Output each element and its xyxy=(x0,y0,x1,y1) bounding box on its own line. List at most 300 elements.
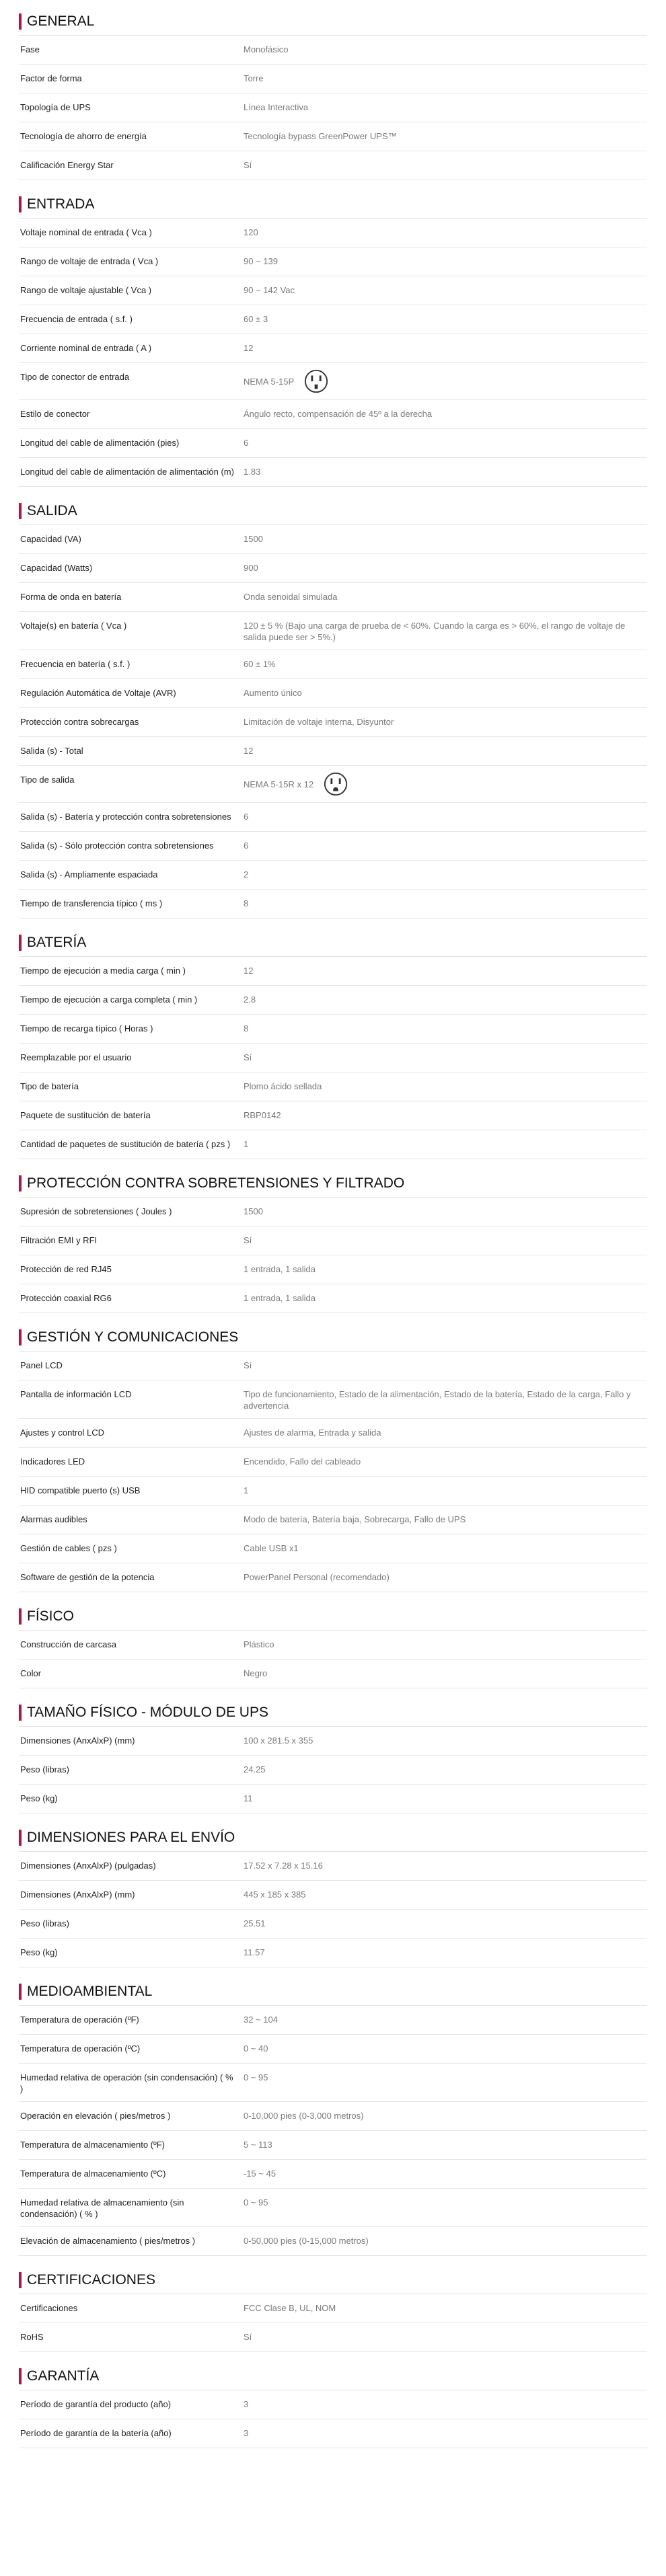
spec-value-cell xyxy=(244,1448,647,1476)
spec-value: Monofásico xyxy=(244,44,289,54)
spec-value: Plomo ácido sellada xyxy=(244,1081,322,1091)
spec-row xyxy=(19,766,647,803)
spec-value-cell xyxy=(244,2006,647,2034)
spec-label: Factor de forma xyxy=(20,73,82,83)
spec-value-cell xyxy=(244,1380,647,1418)
spec-value-cell xyxy=(244,276,647,305)
spec-label: Protección contra sobrecargas xyxy=(20,717,139,727)
spec-row xyxy=(19,2035,647,2064)
spec-value: 3 xyxy=(244,2428,249,2438)
spec-value-cell xyxy=(244,1881,647,1909)
spec-value-cell xyxy=(244,612,647,650)
spec-value-cell xyxy=(244,1101,647,1130)
spec-row xyxy=(19,957,647,986)
section-rows xyxy=(19,1198,647,1313)
spec-value-cell xyxy=(244,2227,647,2255)
spec-row xyxy=(19,832,647,861)
spec-value: 90 ~ 139 xyxy=(244,256,278,266)
spec-value-cell xyxy=(244,766,647,802)
section-rows xyxy=(19,2006,647,2256)
section-rows xyxy=(19,36,647,180)
spec-label: Voltaje nominal de entrada ( Vca ) xyxy=(20,227,152,237)
spec-label: RoHS xyxy=(20,2332,44,2342)
spec-value-cell xyxy=(244,957,647,985)
section-accent-bar xyxy=(19,1984,22,2000)
spec-section-1 xyxy=(19,9,647,180)
spec-value-cell xyxy=(244,650,647,678)
spec-value-cell xyxy=(244,1756,647,1784)
spec-value: Limitación de voltaje interna, Disyuntor xyxy=(244,717,394,727)
spec-row xyxy=(19,1563,647,1592)
section-rows xyxy=(19,525,647,919)
spec-label: Cantidad de paquetes de sustitución de batería ( pzs ) xyxy=(20,1139,231,1149)
spec-value: PowerPanel Personal (recomendado) xyxy=(244,1572,390,1582)
spec-label: Construcción de carcasa xyxy=(20,1639,117,1649)
spec-label: Capacidad (Watts) xyxy=(20,563,93,573)
spec-value-cell xyxy=(244,305,647,334)
spec-value: Tecnología bypass GreenPower UPS™ xyxy=(244,131,397,141)
spec-row xyxy=(19,1101,647,1130)
spec-row xyxy=(19,1506,647,1534)
spec-value: 0-10,000 pies (0-3,000 metros) xyxy=(244,2111,364,2121)
spec-label: Capacidad (VA) xyxy=(20,534,81,544)
spec-row xyxy=(19,1660,647,1688)
spec-section-11 xyxy=(19,2268,647,2352)
spec-value: 11 xyxy=(244,1793,253,1803)
section-heading xyxy=(19,931,647,957)
spec-value: 11.57 xyxy=(244,1947,265,1957)
spec-section-7 xyxy=(19,1604,647,1688)
spec-value-cell xyxy=(244,1534,647,1563)
spec-label: Gestión de cables ( pzs ) xyxy=(20,1543,117,1553)
spec-row xyxy=(19,36,647,65)
spec-value: Plástico xyxy=(244,1639,274,1649)
spec-value: 445 x 185 x 385 xyxy=(244,1889,306,1900)
spec-value: 1 entrada, 1 salida xyxy=(244,1264,316,1274)
spec-value: 120 ± 5 % (Bajo una carga de prueba de < 60%. Cuando la carga es > 60%, el rango de voltaje de salida puede ser > 5%.) xyxy=(244,621,626,642)
spec-row xyxy=(19,1939,647,1967)
spec-row xyxy=(19,458,647,487)
section-accent-bar xyxy=(19,1329,22,1345)
section-rows xyxy=(19,1727,647,1813)
spec-label: Frecuencia en batería ( s.f. ) xyxy=(20,659,131,669)
spec-label: Estilo de conector xyxy=(20,409,90,419)
spec-row xyxy=(19,2131,647,2160)
spec-value-cell xyxy=(244,890,647,918)
spec-row xyxy=(19,1255,647,1284)
spec-row xyxy=(19,708,647,737)
spec-value-cell xyxy=(244,1939,647,1967)
spec-label: Fase xyxy=(20,44,40,54)
spec-value: 12 xyxy=(244,746,254,756)
spec-value: Ángulo recto, compensación de 45º a la derecha xyxy=(244,409,433,419)
spec-value: RBP0142 xyxy=(244,1110,281,1120)
spec-label: Tiempo de ejecución a carga completa ( min ) xyxy=(20,994,198,1005)
spec-row xyxy=(19,986,647,1015)
spec-value: 0 ~ 95 xyxy=(244,2072,268,2082)
spec-value-cell xyxy=(244,1419,647,1447)
spec-label: Tecnología de ahorro de energía xyxy=(20,131,147,141)
section-title: GENERAL xyxy=(27,13,95,29)
spec-row xyxy=(19,2006,647,2035)
spec-label: Temperatura de almacenamiento (ºF) xyxy=(20,2140,165,2150)
spec-section-12 xyxy=(19,2364,647,2448)
spec-label: Certificaciones xyxy=(20,2303,78,2313)
spec-label: Dimensiones (AnxAlxP) (pulgadas) xyxy=(20,1861,156,1871)
spec-row xyxy=(19,2323,647,2352)
spec-label: Operación en elevación ( pies/metros ) xyxy=(20,2111,171,2121)
spec-row xyxy=(19,93,647,122)
spec-value: 17.52 x 7.28 x 15.16 xyxy=(244,1861,323,1871)
spec-value: NEMA 5-15P xyxy=(244,376,295,387)
spec-row xyxy=(19,2064,647,2102)
spec-row xyxy=(19,219,647,247)
spec-row xyxy=(19,400,647,429)
spec-value-cell xyxy=(244,986,647,1014)
section-heading xyxy=(19,1980,647,2006)
spec-row xyxy=(19,525,647,554)
spec-value-cell xyxy=(244,122,647,151)
section-title: FÍSICO xyxy=(27,1608,75,1624)
spec-value: Ajustes de alarma, Entrada y salida xyxy=(244,1428,381,1438)
spec-value: 3 xyxy=(244,2399,249,2409)
spec-row xyxy=(19,554,647,583)
section-accent-bar xyxy=(19,1830,22,1846)
spec-label: Filtración EMI y RFI xyxy=(20,1235,98,1245)
spec-value: Sí xyxy=(244,1360,252,1370)
spec-value: 900 xyxy=(244,563,258,573)
spec-row xyxy=(19,1881,647,1910)
section-accent-bar xyxy=(19,1608,22,1625)
spec-value: Aumento único xyxy=(244,688,302,698)
spec-value: Onda senoidal simulada xyxy=(244,592,338,602)
spec-label: Supresión de sobretensiones ( Joules ) xyxy=(20,1206,172,1216)
spec-row xyxy=(19,737,647,766)
spec-value-cell xyxy=(244,219,647,247)
spec-label: Peso (kg) xyxy=(20,1793,58,1803)
spec-value-cell xyxy=(244,1044,647,1072)
section-title: SALIDA xyxy=(27,503,77,518)
section-rows xyxy=(19,1631,647,1688)
spec-label: Rango de voltaje ajustable ( Vca ) xyxy=(20,285,152,295)
spec-value: 2.8 xyxy=(244,994,256,1005)
spec-value: 6 xyxy=(244,438,249,448)
spec-value: Sí xyxy=(244,2332,252,2342)
spec-value: 90 ~ 142 Vac xyxy=(244,285,295,295)
spec-row xyxy=(19,1448,647,1477)
spec-label: Protección de red RJ45 xyxy=(20,1264,112,1274)
spec-row xyxy=(19,1226,647,1255)
spec-label: Rango de voltaje de entrada ( Vca ) xyxy=(20,256,159,266)
spec-value-cell xyxy=(244,1130,647,1159)
spec-value-cell xyxy=(244,400,647,428)
section-rows xyxy=(19,1852,647,1967)
spec-label: Voltaje(s) en batería ( Vca ) xyxy=(20,621,127,631)
spec-value: 8 xyxy=(244,898,249,908)
spec-value: -15 ~ 45 xyxy=(244,2169,276,2179)
spec-label: Período de garantía de la batería (año) xyxy=(20,2428,172,2438)
section-title: DIMENSIONES PARA EL ENVÍO xyxy=(27,1830,235,1845)
spec-value: 1 xyxy=(244,1139,249,1149)
section-accent-bar xyxy=(19,1705,22,1721)
spec-row xyxy=(19,2189,647,2227)
spec-row xyxy=(19,803,647,832)
spec-row xyxy=(19,890,647,919)
spec-row xyxy=(19,2419,647,2448)
spec-value: Encendido, Fallo del cableado xyxy=(244,1456,361,1467)
spec-value: NEMA 5-15R x 12 xyxy=(244,779,314,789)
section-rows xyxy=(19,219,647,487)
section-rows xyxy=(19,957,647,1159)
spec-value: 6 xyxy=(244,812,249,822)
spec-value-cell xyxy=(244,2189,647,2226)
spec-row xyxy=(19,1044,647,1072)
spec-label: Salida (s) - Sólo protección contra sobretensiones xyxy=(20,841,214,851)
spec-value-cell xyxy=(244,679,647,707)
spec-value-cell xyxy=(244,65,647,93)
spec-value: 25.51 xyxy=(244,1918,266,1928)
spec-value-cell xyxy=(244,36,647,64)
spec-row xyxy=(19,2102,647,2131)
spec-section-8 xyxy=(19,1701,647,1813)
spec-value-cell xyxy=(244,803,647,831)
nema-5-15r-outlet-icon xyxy=(323,771,348,797)
section-accent-bar xyxy=(19,196,22,212)
spec-row xyxy=(19,247,647,276)
spec-row xyxy=(19,2227,647,2256)
spec-value-cell xyxy=(244,2160,647,2188)
spec-value-cell xyxy=(244,2323,647,2351)
section-title: CERTIFICACIONES xyxy=(27,2272,155,2288)
spec-section-4 xyxy=(19,931,647,1159)
section-rows xyxy=(19,2390,647,2448)
spec-row xyxy=(19,1727,647,1756)
spec-label: Corriente nominal de entrada ( A ) xyxy=(20,343,152,353)
section-heading xyxy=(19,1325,647,1352)
spec-label: Ajustes y control LCD xyxy=(20,1428,104,1438)
spec-value: Sí xyxy=(244,160,252,170)
spec-value: Sí xyxy=(244,1235,252,1245)
spec-value: 100 x 281.5 x 355 xyxy=(244,1735,313,1746)
spec-label: Dimensiones (AnxAlxP) (mm) xyxy=(20,1889,135,1900)
section-heading xyxy=(19,1701,647,1727)
spec-value: 1500 xyxy=(244,1206,263,1216)
spec-row xyxy=(19,1198,647,1226)
spec-value: 12 xyxy=(244,343,254,353)
spec-value-cell xyxy=(244,334,647,362)
spec-value-cell xyxy=(244,93,647,122)
spec-value-cell xyxy=(244,1660,647,1688)
spec-value-cell xyxy=(244,554,647,582)
spec-label: Protección coaxial RG6 xyxy=(20,1293,112,1303)
spec-label: Humedad relativa de almacenamiento (sin condensación) ( % ) xyxy=(20,2197,184,2219)
spec-label: Salida (s) - Batería y protección contra sobretensiones xyxy=(20,812,231,822)
spec-value: 0-50,000 pies (0-15,000 metros) xyxy=(244,2236,369,2246)
spec-label: Longitud del cable de alimentación (pies) xyxy=(20,438,180,448)
spec-row xyxy=(19,1130,647,1159)
spec-label: Tiempo de ejecución a media carga ( min ) xyxy=(20,966,186,976)
spec-value-cell xyxy=(244,1785,647,1813)
section-title: BATERÍA xyxy=(27,935,87,950)
spec-section-10 xyxy=(19,1980,647,2256)
section-heading xyxy=(19,192,647,219)
section-title: PROTECCIÓN CONTRA SOBRETENSIONES Y FILTRADO xyxy=(27,1175,405,1191)
section-accent-bar xyxy=(19,2272,22,2288)
spec-row xyxy=(19,2390,647,2419)
spec-value-cell xyxy=(244,1255,647,1284)
spec-value: 8 xyxy=(244,1023,249,1033)
spec-row xyxy=(19,429,647,458)
spec-value: 0 ~ 40 xyxy=(244,2043,268,2054)
spec-label: Frecuencia de entrada ( s.f. ) xyxy=(20,314,133,324)
section-heading xyxy=(19,499,647,525)
spec-value-cell xyxy=(244,525,647,553)
spec-label: Peso (libras) xyxy=(20,1764,69,1774)
spec-row xyxy=(19,151,647,180)
spec-value-cell xyxy=(244,1631,647,1659)
spec-label: Temperatura de almacenamiento (ºC) xyxy=(20,2169,166,2179)
spec-value: 1 xyxy=(244,1485,249,1495)
spec-row xyxy=(19,1352,647,1380)
spec-value-cell xyxy=(244,832,647,860)
section-title: TAMAÑO FÍSICO - MÓDULO DE UPS xyxy=(27,1705,268,1720)
spec-label: Tipo de salida xyxy=(20,775,75,785)
spec-row xyxy=(19,2160,647,2189)
spec-row xyxy=(19,2294,647,2323)
spec-label: Topología de UPS xyxy=(20,102,91,112)
section-heading xyxy=(19,2364,647,2390)
spec-row xyxy=(19,1477,647,1506)
spec-value: 6 xyxy=(244,841,249,851)
spec-value-cell xyxy=(244,1198,647,1226)
spec-value-cell xyxy=(244,2064,647,2101)
spec-row xyxy=(19,122,647,151)
spec-label: Paquete de sustitución de batería xyxy=(20,1110,151,1120)
spec-label: HID compatible puerto (s) USB xyxy=(20,1485,141,1495)
spec-value: 120 xyxy=(244,227,258,237)
spec-row xyxy=(19,1852,647,1881)
spec-label: Longitud del cable de alimentación de alimentación (m) xyxy=(20,467,234,477)
section-title: GARANTÍA xyxy=(27,2368,100,2384)
section-heading xyxy=(19,2268,647,2294)
spec-value-cell xyxy=(244,2035,647,2063)
spec-value: 1.83 xyxy=(244,467,261,477)
spec-value: 60 ± 1% xyxy=(244,659,276,669)
spec-value-cell xyxy=(244,2102,647,2130)
spec-label: Elevación de almacenamiento ( pies/metros ) xyxy=(20,2236,196,2246)
spec-row xyxy=(19,1072,647,1101)
spec-row xyxy=(19,305,647,334)
spec-value-cell xyxy=(244,1727,647,1755)
spec-row xyxy=(19,612,647,650)
spec-section-2 xyxy=(19,192,647,487)
section-title: MEDIOAMBIENTAL xyxy=(27,1984,153,1999)
spec-value-cell xyxy=(244,458,647,486)
spec-row xyxy=(19,1015,647,1044)
section-title: ENTRADA xyxy=(27,196,95,212)
spec-label: Tipo de conector de entrada xyxy=(20,372,130,382)
section-accent-bar xyxy=(19,2368,22,2384)
spec-value: 1 entrada, 1 salida xyxy=(244,1293,316,1303)
spec-value-cell xyxy=(244,1226,647,1255)
section-accent-bar xyxy=(19,13,22,30)
spec-value-cell xyxy=(244,1477,647,1505)
spec-value: Línea Interactiva xyxy=(244,102,309,112)
section-heading xyxy=(19,1171,647,1198)
spec-label: Software de gestión de la potencia xyxy=(20,1572,155,1582)
spec-value: FCC Clase B, UL, NOM xyxy=(244,2303,336,2313)
spec-value: 32 ~ 104 xyxy=(244,2015,278,2025)
spec-value-cell xyxy=(244,1506,647,1534)
spec-label: Alarmas audibles xyxy=(20,1514,87,1524)
spec-label: Color xyxy=(20,1668,42,1678)
spec-value-cell xyxy=(244,2390,647,2419)
spec-value-cell xyxy=(244,737,647,765)
spec-row xyxy=(19,363,647,400)
spec-label: Salida (s) - Total xyxy=(20,746,83,756)
spec-value: 1500 xyxy=(244,534,263,544)
spec-row xyxy=(19,65,647,93)
spec-row xyxy=(19,1284,647,1313)
section-title: GESTIÓN Y COMUNICACIONES xyxy=(27,1329,239,1345)
spec-row xyxy=(19,1756,647,1785)
spec-section-3 xyxy=(19,499,647,919)
spec-value-cell xyxy=(244,1284,647,1313)
spec-value-cell xyxy=(244,2294,647,2323)
spec-row xyxy=(19,1785,647,1813)
spec-label: Reemplazable por el usuario xyxy=(20,1052,132,1062)
nema-5-15p-plug-icon xyxy=(303,368,329,394)
spec-section-9 xyxy=(19,1826,647,1967)
spec-section-5 xyxy=(19,1171,647,1313)
spec-row xyxy=(19,583,647,612)
spec-value: 2 xyxy=(244,869,249,880)
spec-row xyxy=(19,1419,647,1448)
spec-value-cell xyxy=(244,1015,647,1043)
spec-row xyxy=(19,679,647,708)
spec-value-cell xyxy=(244,1563,647,1592)
spec-section-6 xyxy=(19,1325,647,1592)
spec-value-cell xyxy=(244,151,647,180)
spec-label: Tiempo de transferencia típico ( ms ) xyxy=(20,898,163,908)
spec-value: 12 xyxy=(244,966,254,976)
spec-label: Peso (libras) xyxy=(20,1918,69,1928)
spec-label: Humedad relativa de operación (sin condensación) ( % ) xyxy=(20,2072,233,2094)
spec-label: Regulación Automática de Voltaje (AVR) xyxy=(20,688,176,698)
spec-label: Pantalla de información LCD xyxy=(20,1389,132,1399)
spec-value-cell xyxy=(244,363,647,399)
spec-label: Temperatura de operación (ºC) xyxy=(20,2043,141,2054)
spec-row xyxy=(19,276,647,305)
spec-value: Modo de batería, Batería baja, Sobrecarga, Fallo de UPS xyxy=(244,1514,466,1524)
spec-value-cell xyxy=(244,1352,647,1380)
spec-value-cell xyxy=(244,2419,647,2448)
spec-label: Forma de onda en batería xyxy=(20,592,122,602)
spec-value: Sí xyxy=(244,1052,252,1062)
spec-value-cell xyxy=(244,1072,647,1101)
spec-value: 24.25 xyxy=(244,1764,266,1774)
spec-row xyxy=(19,650,647,679)
spec-value-cell xyxy=(244,708,647,736)
spec-label: Salida (s) - Ampliamente espaciada xyxy=(20,869,158,880)
spec-label: Temperatura de operación (ºF) xyxy=(20,2015,139,2025)
spec-label: Calificación Energy Star xyxy=(20,160,114,170)
spec-value-cell xyxy=(244,1910,647,1938)
spec-value-cell xyxy=(244,429,647,457)
spec-value: Negro xyxy=(244,1668,268,1678)
section-rows xyxy=(19,1352,647,1592)
spec-row xyxy=(19,334,647,363)
